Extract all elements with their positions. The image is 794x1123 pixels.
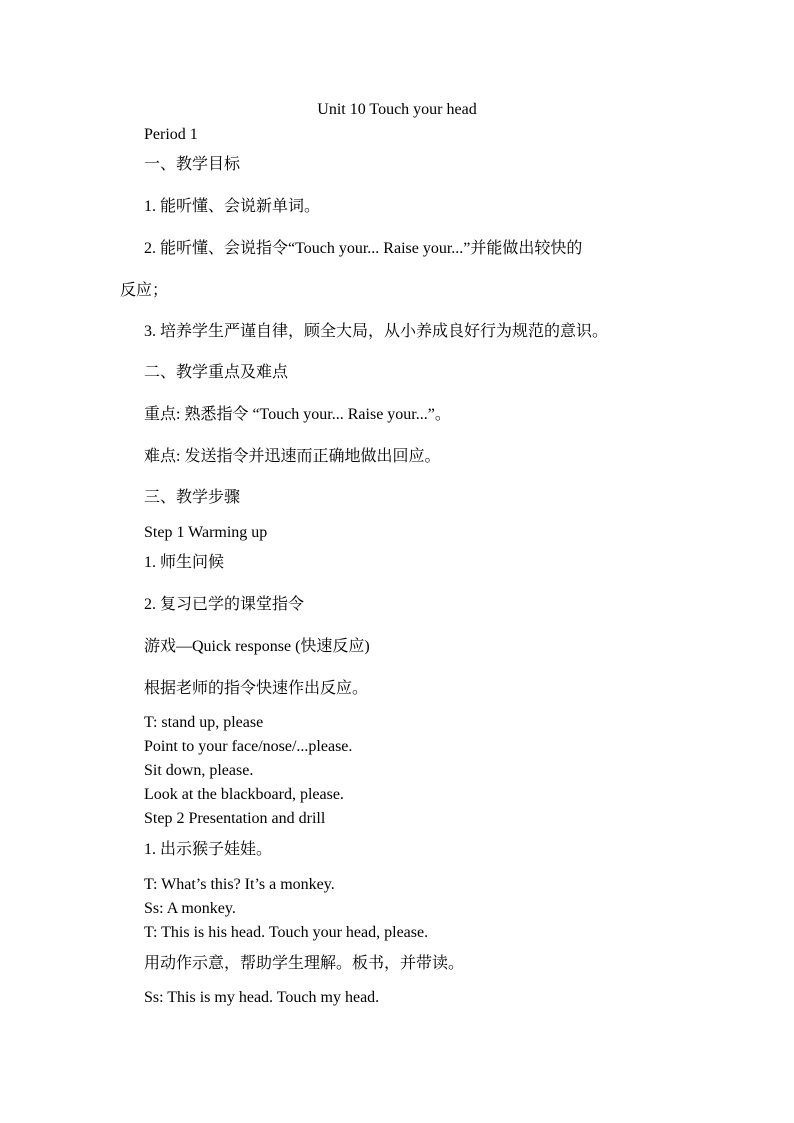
period-label: Period 1	[144, 126, 198, 143]
dialogue-line: T: What’s this? It’s a monkey.	[144, 876, 335, 893]
objective-item: 2. 能听懂、会说指令“Touch your... Raise your...”并能做出较快的	[144, 240, 583, 257]
dialogue-line: Ss: This is my head. Touch my head.	[144, 989, 380, 1006]
step-item: 1. 出示猴子娃娃。	[144, 841, 273, 858]
section-heading-steps: 三、教学步骤	[144, 489, 241, 506]
step-heading: Step 1 Warming up	[144, 524, 268, 541]
game-line: 游戏—Quick response (快速反应)	[144, 638, 370, 655]
section-heading-objectives: 一、教学目标	[144, 156, 241, 173]
objective-item: 1. 能听懂、会说新单词。	[144, 198, 321, 215]
dialogue-line: T: stand up, please	[144, 714, 264, 731]
dialogue-line: T: This is his head. Touch your head, please.	[144, 924, 429, 941]
game-description: 根据老师的指令快速作出反应。	[144, 680, 369, 697]
document-title: Unit 10 Touch your head	[317, 101, 477, 118]
step-item: 1. 师生问候	[144, 554, 225, 571]
step-heading: Step 2 Presentation and drill	[144, 810, 326, 827]
dialogue-line: Look at the blackboard, please.	[144, 786, 344, 803]
dialogue-line: Ss: A monkey.	[144, 900, 236, 917]
dialogue-line: Sit down, please.	[144, 762, 254, 779]
objective-item-continued: 反应；	[120, 282, 169, 299]
teaching-note: 用动作示意，帮助学生理解。板书，并带读。	[144, 955, 465, 972]
section-heading-key-points: 二、教学重点及难点	[144, 364, 289, 381]
dialogue-line: Point to your face/nose/...please.	[144, 738, 353, 755]
step-item: 2. 复习已学的课堂指令	[144, 596, 305, 613]
key-point: 重点: 熟悉指令 “Touch your... Raise your...”。	[144, 406, 451, 423]
difficult-point: 难点: 发送指令并迅速而正确地做出回应。	[144, 448, 441, 465]
objective-item: 3. 培养学生严谨自律，顾全大局，从小养成良好行为规范的意识。	[144, 323, 609, 340]
